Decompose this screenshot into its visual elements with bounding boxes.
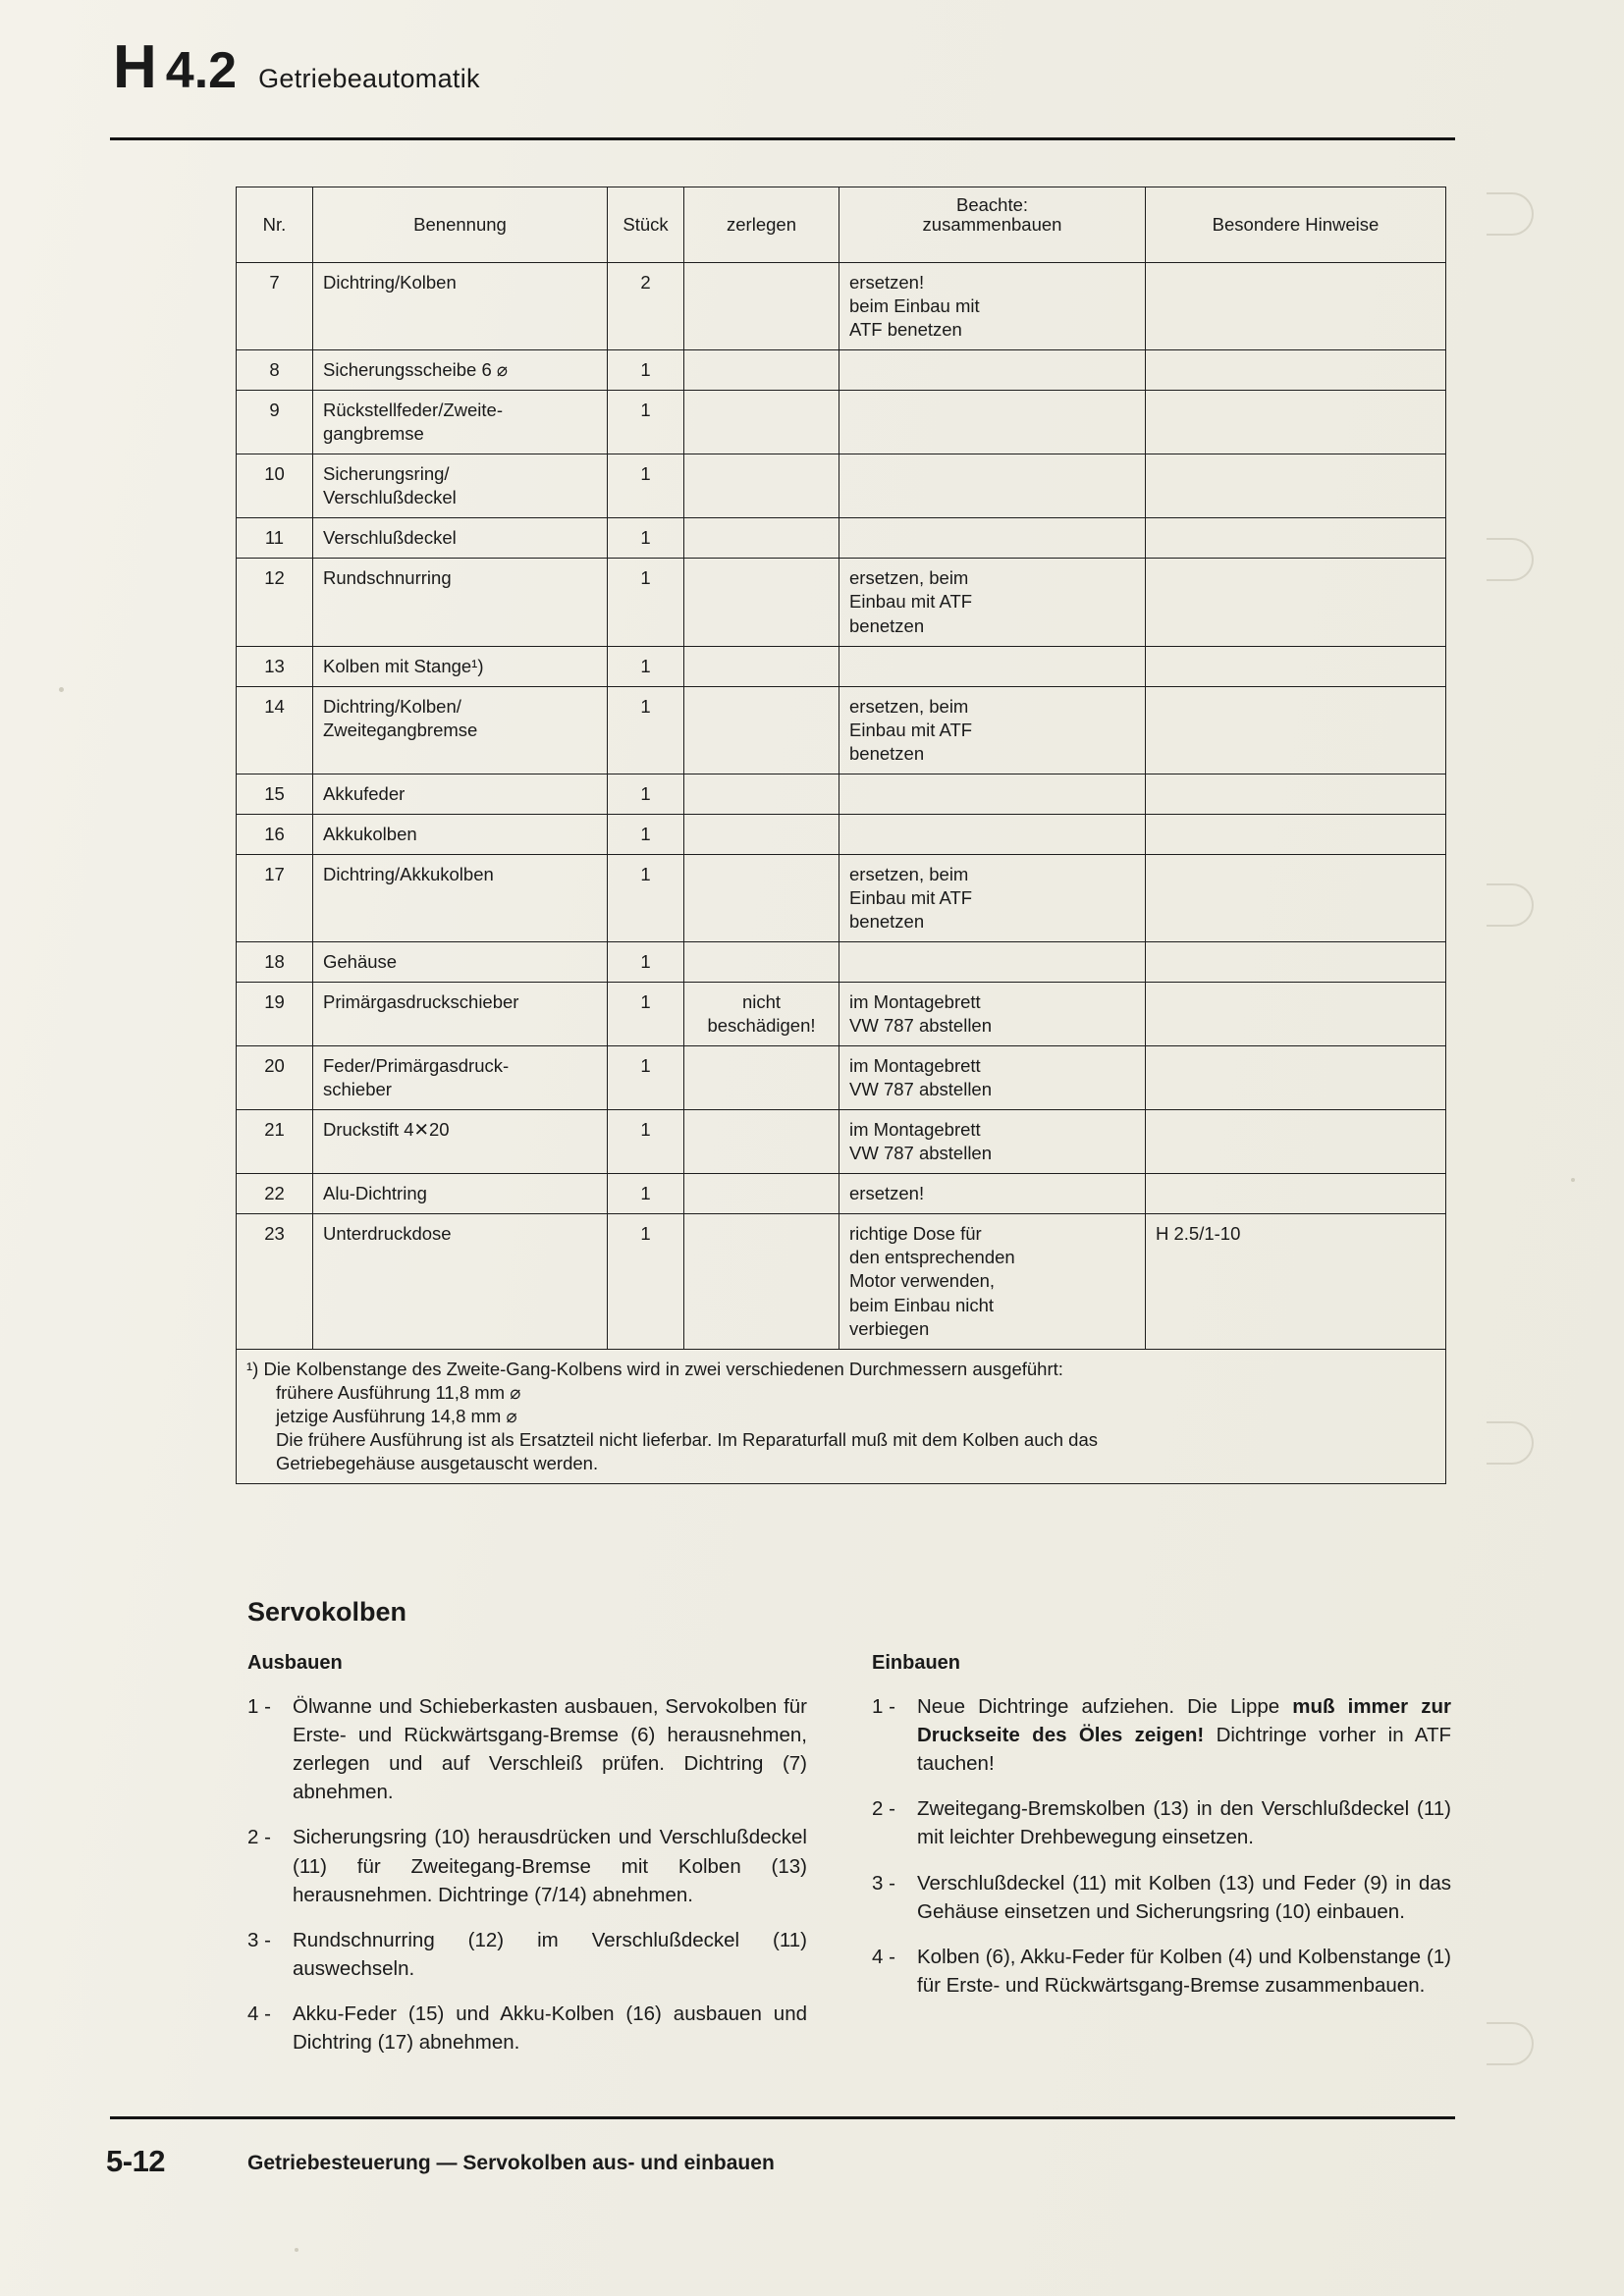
table-cell-zusammenbauen xyxy=(839,518,1146,559)
table-row xyxy=(237,941,1446,982)
table-cell-benennung: Rückstellfeder/Zweite- gangbremse xyxy=(313,391,608,454)
table-cell-nr: 23 xyxy=(237,1214,313,1349)
table-cell-stueck: 1 xyxy=(608,1046,684,1110)
table-cell-stueck: 1 xyxy=(608,774,684,814)
table-cell-nr: 13 xyxy=(237,646,313,686)
header-beachte-label: Beachte: xyxy=(955,194,1029,215)
table-cell-zusammenbauen: ersetzen! xyxy=(839,1174,1146,1214)
table-cell-stueck: 1 xyxy=(608,686,684,774)
page-header xyxy=(113,33,480,101)
table-cell-benennung: Gehäuse xyxy=(313,941,608,982)
table-cell-benennung: Dichtring/Akkukolben xyxy=(313,854,608,941)
table-row xyxy=(237,814,1446,854)
table-cell-zusammenbauen xyxy=(839,774,1146,814)
table-cell-zerlegen xyxy=(684,814,839,854)
table-cell-zusammenbauen xyxy=(839,391,1146,454)
step-number: 1 - xyxy=(247,1695,271,1718)
page-number: 5-12 xyxy=(106,2144,166,2178)
table-cell-zerlegen xyxy=(684,1174,839,1214)
step-number: 2 - xyxy=(247,1826,271,1849)
table-cell-zusammenbauen: ersetzen, beim Einbau mit ATF benetzen xyxy=(839,559,1146,646)
table-cell-zusammenbauen: ersetzen, beim Einbau mit ATF benetzen xyxy=(839,854,1146,941)
table-cell-hinweise xyxy=(1146,774,1446,814)
step-number: 1 - xyxy=(872,1695,895,1718)
table-cell-hinweise xyxy=(1146,1110,1446,1174)
table-cell-zusammenbauen xyxy=(839,941,1146,982)
table-cell-zerlegen xyxy=(684,518,839,559)
table-cell-benennung: Rundschnurring xyxy=(313,559,608,646)
chapter-title: Getriebeautomatik xyxy=(258,64,480,93)
table-cell-hinweise xyxy=(1146,263,1446,350)
parts-table-body xyxy=(237,263,1446,1350)
table-cell-zerlegen xyxy=(684,263,839,350)
table-row xyxy=(237,983,1446,1046)
table-row xyxy=(237,1110,1446,1174)
step-number: 4 - xyxy=(247,2002,271,2025)
table-row xyxy=(237,774,1446,814)
table-cell-nr: 18 xyxy=(237,941,313,982)
parts-table-container xyxy=(236,187,1445,1484)
table-cell-benennung: Dichtring/Kolben xyxy=(313,263,608,350)
table-cell-stueck: 1 xyxy=(608,350,684,391)
table-cell-nr: 14 xyxy=(237,686,313,774)
table-cell-benennung: Primärgasdruckschieber xyxy=(313,983,608,1046)
table-cell-nr: 12 xyxy=(237,559,313,646)
table-cell-hinweise xyxy=(1146,814,1446,854)
table-cell-nr: 22 xyxy=(237,1174,313,1214)
table-cell-hinweise xyxy=(1146,1046,1446,1110)
edge-mark xyxy=(1487,1421,1534,1465)
table-cell-benennung: Kolben mit Stange¹) xyxy=(313,646,608,686)
table-row xyxy=(237,854,1446,941)
table-cell-stueck: 1 xyxy=(608,454,684,518)
table-row xyxy=(237,686,1446,774)
table-cell-nr: 11 xyxy=(237,518,313,559)
table-cell-zerlegen xyxy=(684,454,839,518)
table-cell-benennung: Akkufeder xyxy=(313,774,608,814)
scan-speck xyxy=(295,2248,298,2252)
header-nr: Nr. xyxy=(237,187,313,263)
step-number: 2 - xyxy=(872,1797,895,1821)
table-cell-zerlegen xyxy=(684,941,839,982)
table-cell-hinweise xyxy=(1146,1174,1446,1214)
table-cell-hinweise xyxy=(1146,391,1446,454)
table-cell-zusammenbauen: ersetzen! beim Einbau mit ATF benetzen xyxy=(839,263,1146,350)
table-cell-hinweise xyxy=(1146,454,1446,518)
header-hinweise: Besondere Hinweise xyxy=(1146,187,1446,263)
procedure-step xyxy=(247,1926,807,1983)
footnote-line-1: ¹) Die Kolbenstange des Zweite-Gang-Kolbens wird in zwei verschiedenen Durchmessern ausgeführt: xyxy=(246,1358,1063,1379)
table-cell-zusammenbauen: im Montagebrett VW 787 abstellen xyxy=(839,1046,1146,1110)
table-cell-zusammenbauen xyxy=(839,454,1146,518)
footnote-line-4: Die frühere Ausführung ist als Ersatzteil nicht lieferbar. Im Reparaturfall muß mit dem Kolben auch das xyxy=(276,1428,1098,1450)
table-row xyxy=(237,1046,1446,1110)
table-cell-zusammenbauen xyxy=(839,350,1146,391)
einbauen-heading: Einbauen xyxy=(872,1652,961,1674)
table-cell-stueck: 1 xyxy=(608,941,684,982)
table-cell-nr: 10 xyxy=(237,454,313,518)
step-number: 3 - xyxy=(872,1871,895,1895)
table-cell-stueck: 1 xyxy=(608,983,684,1046)
step-text: Sicherungsring (10) herausdrücken und Verschlußdeckel (11) für Zweitegang-Bremse mit Kolben (13) herausnehmen. Dichtringe (7/14) abnehmen. xyxy=(293,1826,807,1906)
step-text: Rundschnurring (12) im Verschlußdeckel (11) auswechseln. xyxy=(293,1928,807,1980)
table-cell-nr: 17 xyxy=(237,854,313,941)
table-cell-zerlegen xyxy=(684,1046,839,1110)
table-cell-stueck: 1 xyxy=(608,646,684,686)
table-cell-stueck: 1 xyxy=(608,391,684,454)
table-cell-benennung: Verschlußdeckel xyxy=(313,518,608,559)
table-cell-benennung: Unterdruckdose xyxy=(313,1214,608,1349)
header-stueck: Stück xyxy=(608,187,684,263)
table-cell-zusammenbauen xyxy=(839,646,1146,686)
table-cell-zusammenbauen xyxy=(839,814,1146,854)
table-cell-nr: 7 xyxy=(237,263,313,350)
step-text: Zweitegang-Bremskolben (13) in den Verschlußdeckel (11) mit leichter Drehbewegung einsetzen. xyxy=(917,1797,1451,1849)
table-cell-zerlegen xyxy=(684,350,839,391)
table-cell-stueck: 1 xyxy=(608,854,684,941)
header-zusammenbauen-label: zusammenbauen xyxy=(922,213,1062,235)
table-cell-nr: 8 xyxy=(237,350,313,391)
table-cell-zerlegen xyxy=(684,774,839,814)
table-cell-zerlegen xyxy=(684,1110,839,1174)
step-number: 3 - xyxy=(247,1928,271,1951)
table-cell-stueck: 1 xyxy=(608,1174,684,1214)
table-cell-hinweise xyxy=(1146,518,1446,559)
table-footnote xyxy=(237,1349,1446,1483)
table-cell-stueck: 1 xyxy=(608,1110,684,1174)
table-cell-hinweise xyxy=(1146,646,1446,686)
procedure-step xyxy=(247,1823,807,1908)
footer-caption: Getriebesteuerung — Servokolben aus- und einbauen xyxy=(247,2152,775,2174)
table-cell-benennung: Dichtring/Kolben/ Zweitegangbremse xyxy=(313,686,608,774)
table-cell-nr: 21 xyxy=(237,1110,313,1174)
table-cell-hinweise xyxy=(1146,559,1446,646)
section-title: Servokolben xyxy=(247,1597,407,1627)
table-cell-hinweise xyxy=(1146,686,1446,774)
table-cell-nr: 20 xyxy=(237,1046,313,1110)
procedure-step xyxy=(872,1794,1451,1851)
einbauen-steps xyxy=(872,1692,1451,2000)
ausbauen-column xyxy=(247,1652,807,2073)
table-footnote-row xyxy=(237,1349,1446,1483)
table-row xyxy=(237,350,1446,391)
table-cell-benennung: Sicherungsscheibe 6 ⌀ xyxy=(313,350,608,391)
step-emphasis: muß immer zur Druckseite des Öles zeigen! xyxy=(917,1695,1451,1747)
table-cell-zusammenbauen: im Montagebrett VW 787 abstellen xyxy=(839,983,1146,1046)
edge-mark xyxy=(1487,883,1534,927)
chapter-number: 4.2 xyxy=(165,42,238,99)
step-text: Ölwanne und Schieberkasten ausbauen, Servokolben für Erste- und Rückwärtsgang-Bremse (6) herausnehmen, zerlegen und auf Verschleiß prüfen. Dichtring (7) abnehmen. xyxy=(293,1695,807,1804)
parts-table xyxy=(236,187,1446,1484)
table-cell-benennung: Alu-Dichtring xyxy=(313,1174,608,1214)
table-cell-zerlegen xyxy=(684,391,839,454)
table-cell-zerlegen xyxy=(684,686,839,774)
table-cell-stueck: 1 xyxy=(608,559,684,646)
table-cell-hinweise xyxy=(1146,941,1446,982)
table-cell-nr: 15 xyxy=(237,774,313,814)
table-row xyxy=(237,1174,1446,1214)
table-cell-nr: 9 xyxy=(237,391,313,454)
footnote-line-2: frühere Ausführung 11,8 mm ⌀ xyxy=(276,1381,521,1403)
table-cell-zerlegen: nicht beschädigen! xyxy=(684,983,839,1046)
step-text: Neue Dichtringe aufziehen. Die Lippe muß immer zur Druckseite des Öles zeigen! Dichtringe vorher in ATF tauchen! xyxy=(917,1695,1451,1776)
einbauen-column xyxy=(872,1652,1451,2016)
table-cell-stueck: 1 xyxy=(608,814,684,854)
scan-speck xyxy=(1571,1178,1575,1182)
table-cell-nr: 16 xyxy=(237,814,313,854)
header-divider xyxy=(110,137,1455,140)
table-cell-zerlegen xyxy=(684,646,839,686)
table-row xyxy=(237,1214,1446,1349)
table-row xyxy=(237,559,1446,646)
edge-mark xyxy=(1487,538,1534,581)
table-cell-zerlegen xyxy=(684,559,839,646)
ausbauen-steps xyxy=(247,1692,807,2056)
header-zusammenbauen xyxy=(839,187,1146,263)
procedure-step xyxy=(247,1692,807,1806)
footnote-line-3: jetzige Ausführung 14,8 mm ⌀ xyxy=(276,1405,517,1426)
table-cell-hinweise: H 2.5/1-10 xyxy=(1146,1214,1446,1349)
chapter-letter: H xyxy=(113,33,156,101)
table-cell-nr: 19 xyxy=(237,983,313,1046)
procedure-step xyxy=(872,1869,1451,1926)
edge-mark xyxy=(1487,2022,1534,2065)
table-cell-stueck: 1 xyxy=(608,518,684,559)
table-cell-zusammenbauen: richtige Dose für den entsprechenden Motor verwenden, beim Einbau nicht verbiegen xyxy=(839,1214,1146,1349)
procedure-step xyxy=(872,1692,1451,1778)
table-header-row xyxy=(237,187,1446,263)
table-cell-hinweise xyxy=(1146,983,1446,1046)
table-cell-hinweise xyxy=(1146,350,1446,391)
table-row xyxy=(237,391,1446,454)
step-text: Verschlußdeckel (11) mit Kolben (13) und Feder (9) in das Gehäuse einsetzen und Sicherungsring (10) einbauen. xyxy=(917,1871,1451,1923)
header-benennung: Benennung xyxy=(313,187,608,263)
table-cell-benennung: Akkukolben xyxy=(313,814,608,854)
table-row xyxy=(237,518,1446,559)
table-row xyxy=(237,263,1446,350)
step-text: Akku-Feder (15) und Akku-Kolben (16) ausbauen und Dichtring (17) abnehmen. xyxy=(293,2002,807,2055)
table-cell-stueck: 2 xyxy=(608,263,684,350)
header-zerlegen: zerlegen xyxy=(684,187,839,263)
footnote-line-5: Getriebegehäuse ausgetauscht werden. xyxy=(276,1452,599,1473)
procedure-step xyxy=(872,1943,1451,2000)
table-cell-zerlegen xyxy=(684,1214,839,1349)
table-row xyxy=(237,454,1446,518)
step-text: Kolben (6), Akku-Feder für Kolben (4) und Kolbenstange (1) für Erste- und Rückwärtsgang-Bremse zusammenbauen. xyxy=(917,1945,1451,1997)
ausbauen-heading: Ausbauen xyxy=(247,1652,343,1674)
footer-divider xyxy=(110,2116,1455,2119)
scan-speck xyxy=(59,687,64,692)
table-cell-zerlegen xyxy=(684,854,839,941)
table-cell-benennung: Druckstift 4✕20 xyxy=(313,1110,608,1174)
table-cell-benennung: Feder/Primärgasdruck- schieber xyxy=(313,1046,608,1110)
table-cell-benennung: Sicherungsring/ Verschlußdeckel xyxy=(313,454,608,518)
table-cell-hinweise xyxy=(1146,854,1446,941)
table-cell-stueck: 1 xyxy=(608,1214,684,1349)
procedure-step xyxy=(247,2000,807,2056)
table-cell-zusammenbauen: ersetzen, beim Einbau mit ATF benetzen xyxy=(839,686,1146,774)
table-cell-zusammenbauen: im Montagebrett VW 787 abstellen xyxy=(839,1110,1146,1174)
step-number: 4 - xyxy=(872,1945,895,1968)
edge-mark xyxy=(1487,192,1534,236)
table-row xyxy=(237,646,1446,686)
